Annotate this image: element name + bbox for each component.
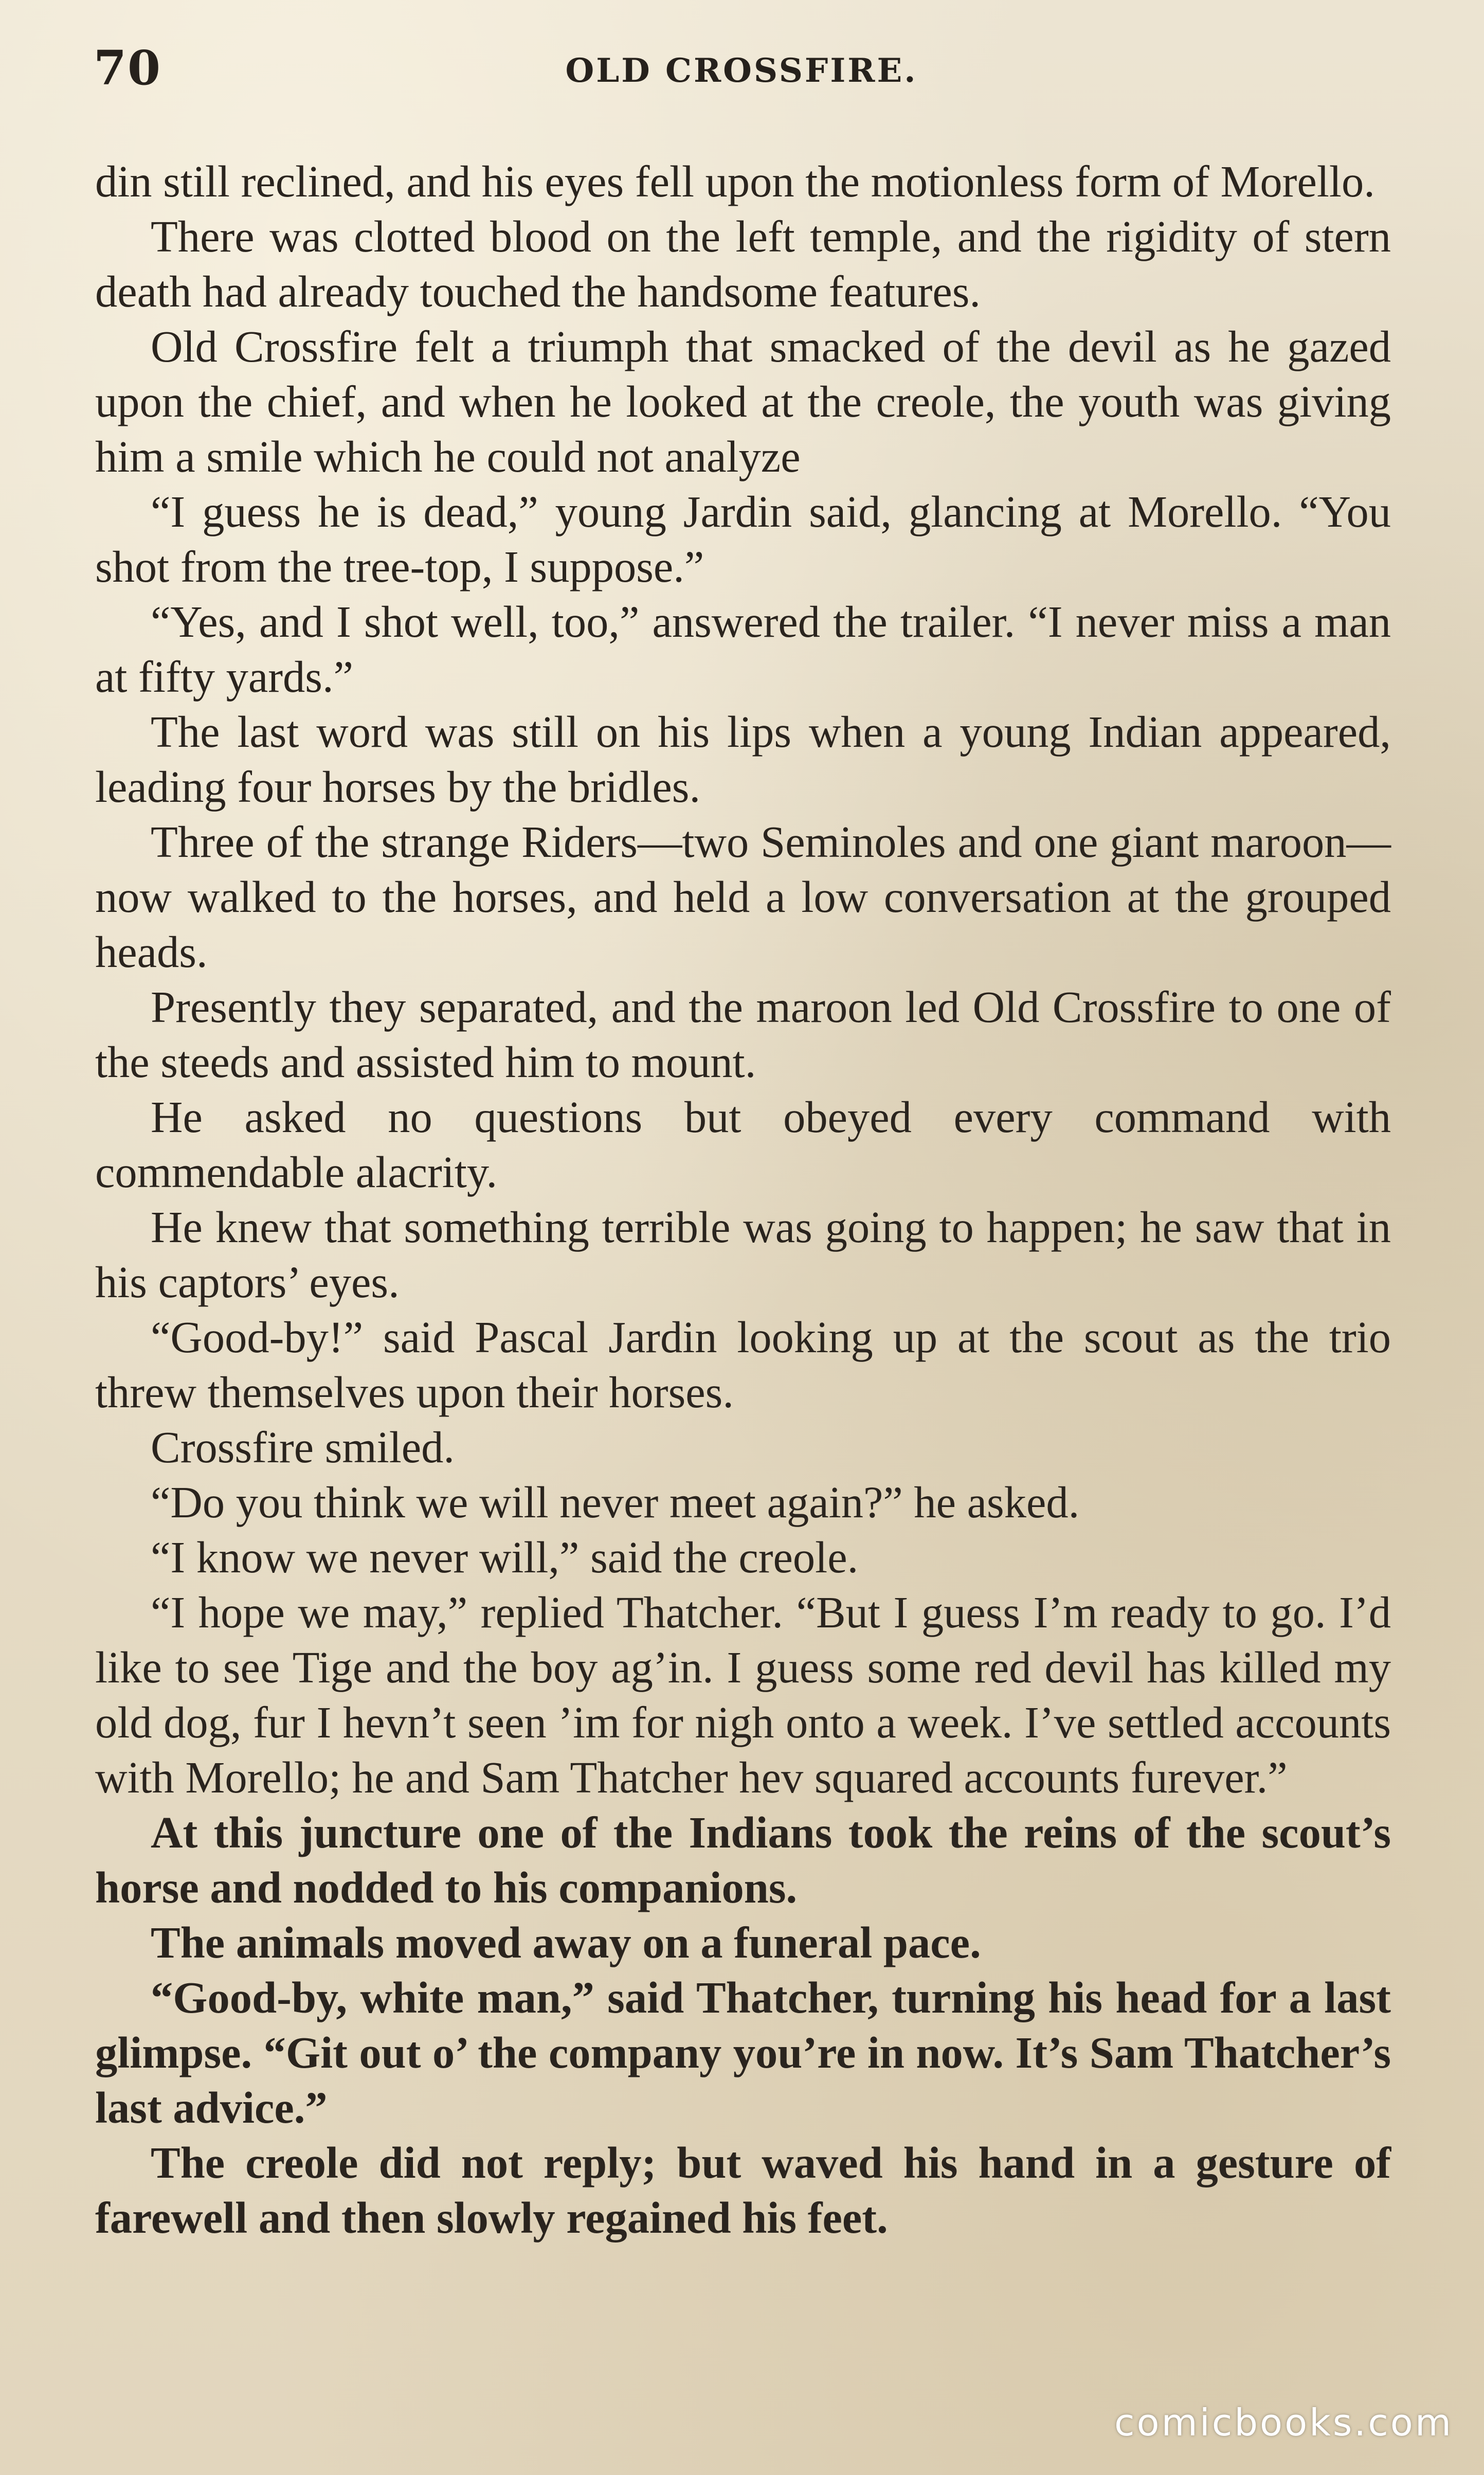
paragraph: “I guess he is dead,” young Jardin said, glancing at Morello. “You shot from the tree-top, I suppose.” <box>95 487 1391 591</box>
paragraph: Three of the strange Riders—two Seminoles and one giant maroon—now walked to the horses, and held a low conversation at the grouped heads. <box>95 817 1391 977</box>
page-header <box>94 40 1389 107</box>
paragraph: The animals moved away on a funeral pace. <box>151 1918 981 1967</box>
paragraph: din still reclined, and his eyes fell upon the motionless form of Morello. <box>95 157 1375 206</box>
paragraph: He asked no questions but obeyed every command with commendable alacrity. <box>95 1092 1391 1197</box>
page-number: 70 <box>94 40 162 96</box>
paragraph: “I hope we may,” replied Thatcher. “But I guess I’m ready to go. I’d like to see Tige and the boy ag’in. I guess some red devil has killed my old dog, fur I hevn’t seen ’im for nigh onto a week. I’ve settled accounts with Morello; he and Sam Thatcher hev squared accounts furever.” <box>95 1588 1391 1802</box>
paragraph: At this juncture one of the Indians took the reins of the scout’s horse and nodded to his companions. <box>95 1808 1391 1912</box>
paragraph: He knew that something terrible was going to happen; he saw that in his captors’ eyes. <box>95 1203 1391 1307</box>
body-text <box>95 154 1391 2246</box>
paragraph: There was clotted blood on the left temple, and the rigidity of stern death had already touched the handsome features. <box>95 212 1391 316</box>
paragraph: “I know we never will,” said the creole. <box>151 1533 859 1582</box>
paragraph: Crossfire smiled. <box>151 1423 455 1472</box>
paragraph: “Good-by!” said Pascal Jardin looking up at the scout as the trio threw themselves upon their horses. <box>95 1313 1391 1417</box>
paragraph: Old Crossfire felt a triumph that smacked of the devil as he gazed upon the chief, and when he looked at the creole, the youth was giving him a smile which he could not analyze <box>95 322 1391 481</box>
paragraph: Presently they separated, and the maroon led Old Crossfire to one of the steeds and assisted him to mount. <box>95 982 1391 1087</box>
paragraph: The last word was still on his lips when a young Indian appeared, leading four horses by the bridles. <box>95 707 1391 812</box>
running-head: OLD CROSSFIRE. <box>565 51 918 90</box>
paragraph: The creole did not reply; but waved his hand in a gesture of farewell and then slowly regained his feet. <box>95 2138 1391 2243</box>
paragraph: “Good-by, white man,” said Thatcher, turning his head for a last glimpse. “Git out o’ the company you’re in now. It’s Sam Thatcher’s last advice.” <box>95 1973 1391 2132</box>
paragraph: “Do you think we will never meet again?” he asked. <box>151 1478 1080 1527</box>
watermark: comicbooks.com <box>1114 2401 1453 2444</box>
paragraph: “Yes, and I shot well, too,” answered the trailer. “I never miss a man at fifty yards.” <box>95 597 1391 702</box>
